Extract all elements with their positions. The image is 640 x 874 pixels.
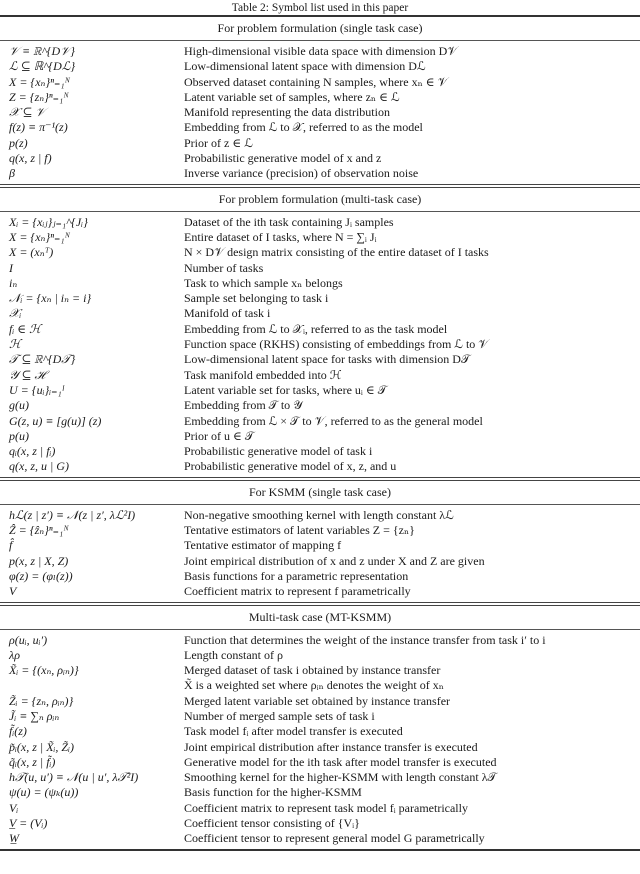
symbol-cell: p̃ᵢ(x, z | X̃ᵢ, Z̃ᵢ) — [9, 739, 74, 754]
description-cell: Embedding from 𝒯 to 𝒴 — [184, 398, 303, 413]
symbol-cell: X̃ᵢ = {(xₙ, ρᵢₙ)} — [9, 663, 79, 678]
symbol-cell: Z̃ᵢ = {zₙ, ρᵢₙ)} — [9, 693, 74, 708]
description-cell: High-dimensional visible data space with dimension D𝒱 — [184, 44, 458, 58]
table-row — [0, 801, 640, 816]
symbol-cell: λρ — [9, 647, 20, 662]
description-cell: Low-dimensional latent space with dimension Dℒ — [184, 59, 426, 74]
symbol-cell: 𝒯 ⊆ ℝ^{D𝒯} — [9, 352, 76, 367]
symbol-cell: qᵢ(x, z | fᵢ) — [9, 444, 56, 459]
symbol-cell: Z = {zₙ}ⁿ₌₁ᴺ — [9, 89, 69, 104]
symbol-cell: X = (xₙᵀ) — [9, 245, 54, 260]
description-cell: Tentative estimator of mapping f — [184, 538, 342, 553]
description-cell: Embedding from ℒ × 𝒯 to 𝒱, referred to as the general model — [184, 413, 483, 428]
table-row — [0, 816, 640, 831]
symbol-cell: ψ(u) = (ψₖ(u)) — [9, 785, 79, 800]
table-row — [0, 306, 640, 321]
description-cell: Sample set belonging to task i — [184, 291, 329, 306]
table-row — [0, 337, 640, 352]
table-row — [0, 538, 640, 553]
description-cell: Latent variable set of samples, where zₙ ∈ ℒ — [184, 89, 400, 104]
table-row — [0, 459, 640, 474]
table-row — [0, 429, 640, 444]
table-row — [0, 663, 640, 678]
table-row — [0, 709, 640, 724]
table-row — [0, 276, 640, 291]
description-cell: Entire dataset of I tasks, where N = ∑ᵢ Jᵢ — [184, 229, 377, 244]
table-row — [0, 90, 640, 105]
description-cell: Coefficient matrix to represent f parametrically — [184, 584, 411, 599]
description-cell: Joint empirical distribution of x and z under X and Z are given — [184, 553, 485, 568]
description-cell: Tentative estimators of latent variables Z = {zₙ} — [184, 523, 415, 538]
description-cell: Dataset of the ith task containing Jᵢ samples — [184, 214, 394, 229]
description-cell: Task manifold embedded into ℋ — [184, 367, 342, 382]
description-cell: Coefficient tensor consisting of {Vᵢ} — [184, 816, 360, 831]
description-cell: Probabilistic generative model of x and z — [184, 151, 382, 166]
table-row — [0, 230, 640, 245]
table-row — [0, 136, 640, 151]
section-rows — [0, 630, 640, 849]
description-cell: Coefficient tensor to represent general model G parametrically — [184, 831, 485, 846]
description-cell: Task to which sample xₙ belongs — [184, 275, 343, 290]
description-cell: Probabilistic generative model of task i — [184, 444, 373, 459]
description-cell: Observed dataset containing N samples, where xₙ ∈ 𝒱 — [184, 74, 448, 89]
description-cell: N × D𝒱 design matrix consisting of the entire dataset of I tasks — [184, 245, 489, 260]
section-single-task — [0, 17, 640, 184]
symbol-cell: φ(z) = (φₗ(z)) — [9, 568, 73, 583]
description-cell: Prior of u ∈ 𝒯 — [184, 428, 255, 443]
symbol-cell: f̂ — [9, 538, 13, 553]
table-row — [0, 740, 640, 755]
table-row — [0, 508, 640, 523]
section-rows — [0, 505, 640, 602]
description-cell: Joint empirical distribution after instance transfer is executed — [184, 739, 478, 754]
description-cell: Function space (RKHS) consisting of embeddings from ℒ to 𝒱 — [184, 337, 489, 352]
symbol-cell: 𝒩ᵢ = {xₙ | iₙ = i} — [9, 291, 92, 306]
symbol-cell: G(z, u) ≡ [g(u)] (z) — [9, 413, 102, 428]
table-row — [0, 75, 640, 90]
symbol-cell: q(x, z, u | G) — [9, 459, 69, 474]
symbol-cell: 𝒱 ≡ ℝ^{D𝒱} — [9, 44, 75, 58]
symbol-cell: 𝒳 ⊆ 𝒱 — [9, 105, 46, 120]
symbol-cell: ℋ — [9, 337, 21, 352]
table-row — [0, 633, 640, 648]
symbol-cell: fᵢ ∈ ℋ — [9, 321, 41, 336]
table-row — [0, 678, 640, 693]
section-ksmm — [0, 481, 640, 602]
table-row — [0, 383, 640, 398]
section-mt-ksmm — [0, 606, 640, 849]
description-cell: Coefficient matrix to represent task model fᵢ parametrically — [184, 800, 468, 815]
symbol-cell: p(z) — [9, 135, 28, 150]
description-cell: Task model fᵢ after model transfer is executed — [184, 724, 403, 739]
section-title: Multi-task case (MT-KSMM) — [248, 609, 392, 624]
symbol-cell: q̃ᵢ(x, z | f̃ᵢ) — [9, 754, 56, 769]
table-row — [0, 105, 640, 120]
table-row — [0, 245, 640, 260]
table-row — [0, 694, 640, 709]
symbol-cell: h𝒯(u, u′) ≡ 𝒩(u | u′, λ𝒯²I) — [9, 770, 139, 785]
symbol-cell: V̲ = (Vᵢ) — [9, 816, 48, 831]
description-cell: Embedding from ℒ to 𝒳ᵢ, referred to as the task model — [184, 321, 448, 336]
table-row — [0, 120, 640, 135]
section-multi-task — [0, 188, 640, 477]
symbol-cell: β — [9, 166, 15, 181]
symbol-cell: p(x, z | X, Z) — [9, 553, 69, 568]
table-row — [0, 584, 640, 599]
table-row — [0, 831, 640, 846]
symbol-cell: ℒ ⊆ ℝ^{Dℒ} — [9, 59, 76, 74]
table-row — [0, 785, 640, 800]
description-cell: Generative model for the ith task after model transfer is executed — [184, 754, 497, 769]
section-title: For problem formulation (single task case) — [217, 21, 423, 35]
symbol-cell: g(u) — [9, 398, 29, 413]
symbol-table — [0, 15, 640, 851]
symbol-cell: I — [9, 260, 13, 275]
table-row — [0, 59, 640, 74]
description-cell: Function that determines the weight of the instance transfer from task i′ to i — [184, 632, 546, 647]
section-title: For KSMM (single task case) — [249, 484, 391, 499]
symbol-cell: f̃ᵢ(z) — [9, 724, 27, 739]
table-row — [0, 554, 640, 569]
table-row — [0, 215, 640, 230]
symbol-cell: p(u) — [9, 428, 29, 443]
description-cell: Basis function for the higher-KSMM — [184, 785, 362, 800]
description-cell: Manifold of task i — [184, 306, 271, 321]
section-rows — [0, 41, 640, 184]
table-row — [0, 569, 640, 584]
section-title: For problem formulation (multi-task case) — [218, 191, 422, 206]
table-row — [0, 322, 640, 337]
symbol-cell: V — [9, 584, 17, 599]
table-row — [0, 368, 640, 383]
table-row — [0, 44, 640, 59]
table-row — [0, 444, 640, 459]
symbol-cell: J̃ᵢ ≡ ∑ₙ ρᵢₙ — [9, 708, 60, 723]
description-cell: Low-dimensional latent space for tasks with dimension D𝒯 — [184, 352, 471, 367]
symbol-cell: 𝒳ᵢ — [9, 306, 22, 321]
bottom-rule — [0, 849, 640, 851]
table-row — [0, 261, 640, 276]
description-cell: Non-negative smoothing kernel with length constant λℒ — [184, 507, 454, 522]
section-rows — [0, 212, 640, 477]
description-cell: Probabilistic generative model of x, z, and u — [184, 459, 397, 474]
description-cell: Embedding from ℒ to 𝒳, referred to as the model — [184, 120, 423, 135]
description-cell: Inverse variance (precision) of observation noise — [184, 166, 419, 181]
table-row — [0, 166, 640, 181]
symbol-cell: hℒ(z | z′) ≡ 𝒩(z | z′, λℒ²I) — [9, 507, 136, 522]
table-row — [0, 291, 640, 306]
description-cell: Smoothing kernel for the higher-KSMM with length constant λ𝒯 — [184, 770, 497, 785]
description-cell: Basis functions for a parametric representation — [184, 568, 409, 583]
description-cell: Number of tasks — [184, 260, 264, 275]
description-cell: X̃ is a weighted set where ρᵢₙ denotes the weight of xₙ — [184, 678, 444, 693]
symbol-cell: f(z) ≡ π⁻¹(z) — [9, 120, 68, 135]
symbol-cell: X = {xₙ}ⁿ₌₁ᴺ — [9, 74, 71, 89]
symbol-cell: Xᵢ = {xᵢⱼ}ⱼ₌₁^{Jᵢ} — [9, 214, 88, 229]
table-row — [0, 414, 640, 429]
table-row — [0, 648, 640, 663]
description-cell: Length constant of ρ — [184, 647, 283, 662]
table-caption: Table 2: Symbol list used in this paper — [231, 2, 409, 14]
symbol-cell: X = {xₙ}ⁿ₌₁ᴺ — [9, 229, 71, 244]
symbol-cell: U = {uᵢ}ᵢ₌₁ᴵ — [9, 382, 65, 397]
description-cell: Number of merged sample sets of task i — [184, 708, 375, 723]
table-row — [0, 352, 640, 367]
symbol-cell: Ẑ = {ẑₙ}ⁿ₌₁ᴺ — [9, 523, 69, 538]
symbol-cell: q(x, z | f) — [9, 151, 52, 166]
table-row — [0, 151, 640, 166]
table-row — [0, 724, 640, 739]
table-row — [0, 770, 640, 785]
symbol-cell — [0, 678, 184, 693]
symbol-cell: iₙ — [9, 275, 18, 290]
table-row — [0, 398, 640, 413]
description-cell: Prior of z ∈ ℒ — [184, 135, 253, 150]
description-cell: Latent variable set for tasks, where uᵢ ∈ 𝒯 — [184, 382, 387, 397]
symbol-cell: ρ(uᵢ, uᵢ′) — [9, 632, 48, 647]
description-cell: Merged latent variable set obtained by instance transfer — [184, 693, 451, 708]
symbol-cell: 𝒴 ⊆ ℋ — [9, 367, 46, 382]
description-cell: Merged dataset of task i obtained by instance transfer — [184, 663, 441, 678]
symbol-cell: W̲ — [9, 831, 19, 846]
table-row — [0, 523, 640, 538]
description-cell: Manifold representing the data distribution — [184, 105, 390, 120]
symbol-cell: Vᵢ — [9, 800, 19, 815]
table-row — [0, 755, 640, 770]
